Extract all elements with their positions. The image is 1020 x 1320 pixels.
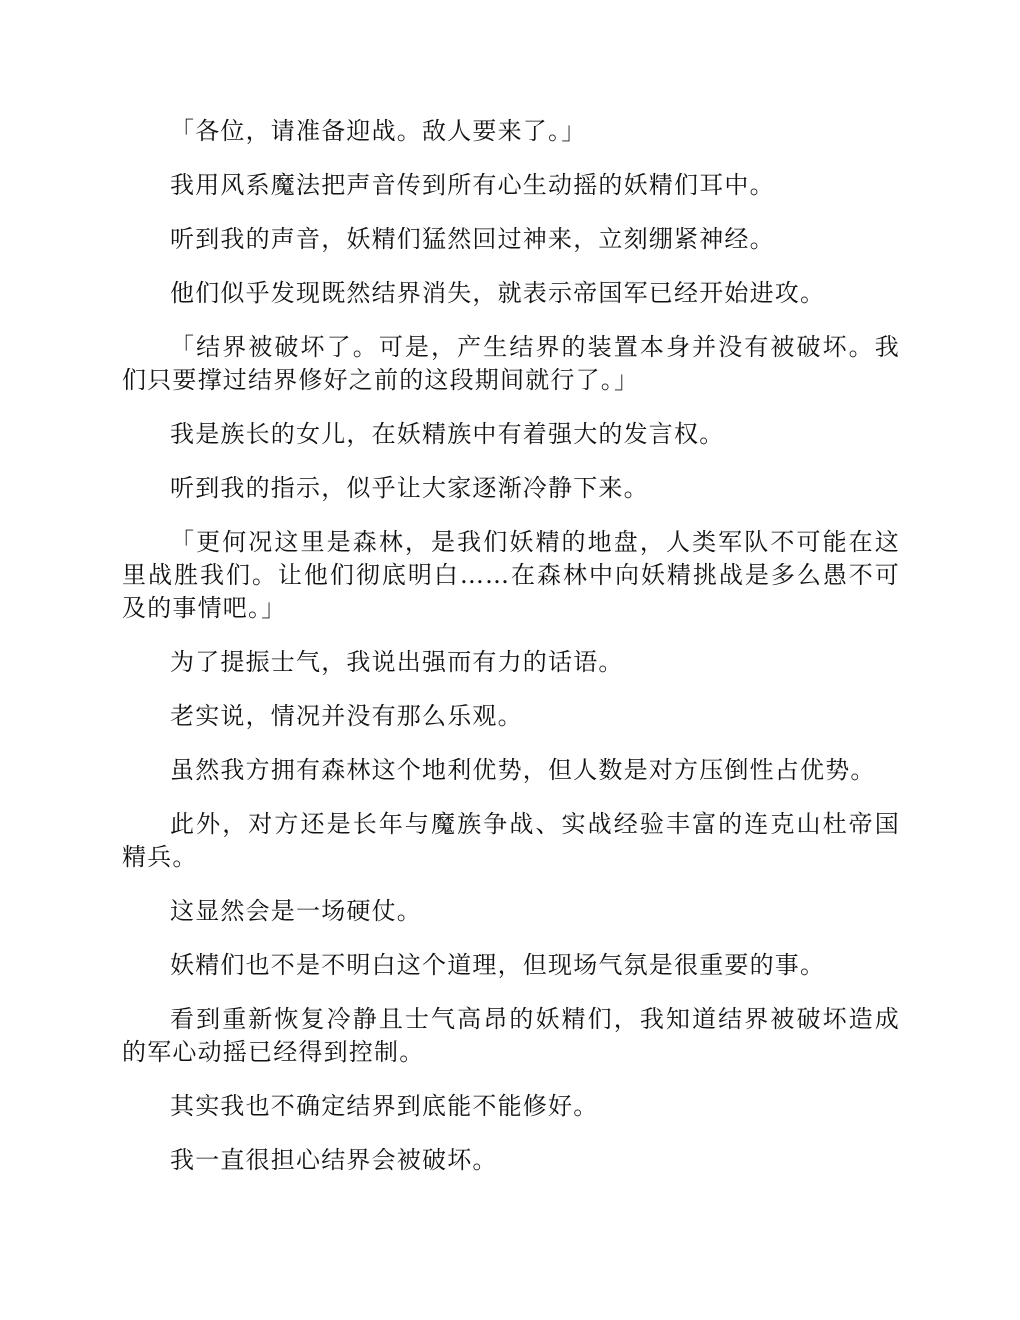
paragraph: 看到重新恢复冷静且士气高昂的妖精们，我知道结界被破坏造成的军心动摇已经得到控制。	[122, 1005, 900, 1066]
paragraph: 听到我的声音，妖精们猛然回过神来，立刻绷紧神经。	[170, 225, 775, 253]
paragraph: 为了提振士气，我说出强而有力的话语。	[170, 648, 624, 676]
paragraph: 他们似乎发现既然结界消失，就表示帝国军已经开始进攻。	[170, 279, 826, 307]
paragraph: 妖精们也不是不明白这个道理，但现场气氛是很重要的事。	[170, 951, 826, 979]
paragraph: 「结界被破坏了。可是，产生结界的装置本身并没有被破坏。我们只要撑过结界修好之前的这段期间就行了。」	[122, 333, 900, 394]
paragraph: 我一直很担心结界会被破坏。	[170, 1146, 498, 1174]
paragraph: 我是族长的女儿，在妖精族中有着强大的发言权。	[170, 420, 725, 448]
paragraph: 老实说，情况并没有那么乐观。	[170, 702, 523, 730]
paragraph: 我用风系魔法把声音传到所有心生动摇的妖精们耳中。	[170, 171, 775, 199]
paragraph: 「各位，请准备迎战。敌人要来了。」	[170, 117, 587, 145]
paragraph: 听到我的指示，似乎让大家逐渐冷静下来。	[170, 474, 649, 502]
paragraph: 这显然会是一场硬仗。	[170, 897, 422, 925]
paragraph: 此外，对方还是长年与魔族争战、实战经验丰富的连克山杜帝国精兵。	[122, 810, 900, 871]
paragraph: 虽然我方拥有森林这个地利优势，但人数是对方压倒性占优势。	[170, 756, 876, 784]
paragraph: 其实我也不确定结界到底能不能修好。	[170, 1092, 599, 1120]
document-body	[122, 115, 900, 1198]
paragraph: 「更何况这里是森林，是我们妖精的地盘，人类军队不可能在这里战胜我们。让他们彻底明白……在森林中向妖精挑战是多么愚不可及的事情吧。」	[122, 528, 900, 622]
